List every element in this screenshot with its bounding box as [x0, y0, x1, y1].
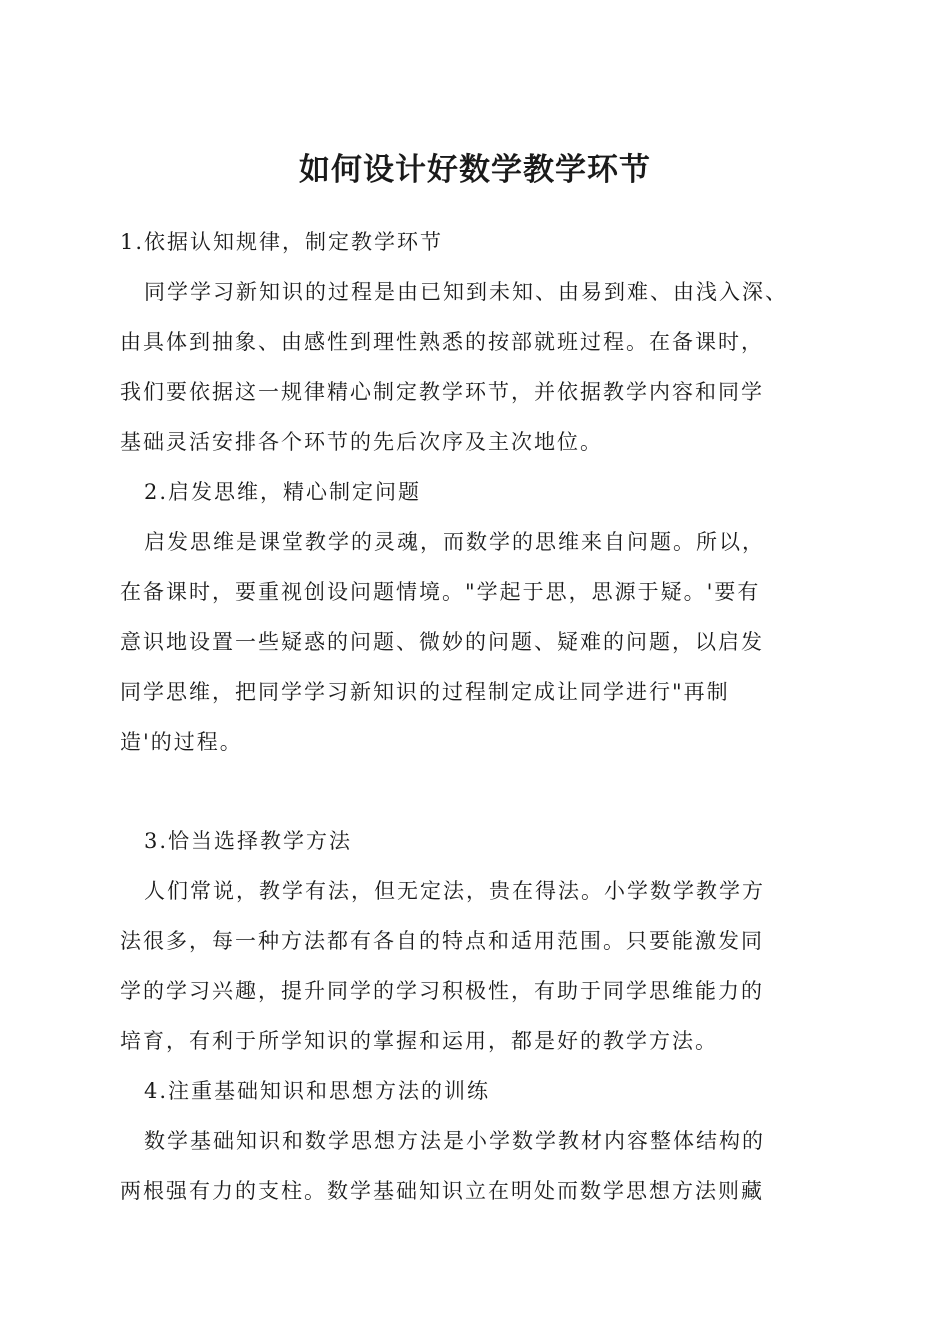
- paragraph-line: 培育，有利于所学知识的掌握和运用，都是好的教学方法。: [120, 1029, 718, 1053]
- paragraph-line: 法很多，每一种方法都有各自的特点和适用范围。只要能激发同: [120, 929, 764, 953]
- section-heading-3: 3.恰当选择教学方法: [144, 829, 353, 853]
- paragraph-line: 在备课时，要重视创设问题情境。"学起于思，思源于疑。'要有: [120, 580, 761, 604]
- paragraph-line: 由具体到抽象、由感性到理性熟悉的按部就班过程。在备课时，: [120, 330, 764, 354]
- paragraph-line: 造'的过程。: [120, 730, 243, 754]
- section-heading-4: 4.注重基础知识和思想方法的训练: [144, 1079, 491, 1103]
- paragraph-line: 基础灵活安排各个环节的先后次序及主次地位。: [120, 430, 603, 454]
- paragraph-line: 同学思维，把同学学习新知识的过程制定成让同学进行"再制: [120, 680, 730, 704]
- document-title: 如何设计好数学教学环节: [299, 152, 651, 188]
- section-heading-2: 2.启发思维，精心制定问题: [144, 480, 422, 504]
- section-heading-1: 1.依据认知规律，制定教学环节: [120, 230, 444, 254]
- paragraph-line: 两根强有力的支柱。数学基础知识立在明处而数学思想方法则藏: [120, 1179, 764, 1203]
- paragraph-line: 意识地设置一些疑惑的问题、微妙的问题、疑难的问题，以启发: [120, 630, 764, 654]
- paragraph-line: 同学学习新知识的过程是由已知到未知、由易到难、由浅入深、: [144, 280, 788, 304]
- paragraph-line: 学的学习兴趣，提升同学的学习积极性，有助于同学思维能力的: [120, 979, 764, 1003]
- paragraph-line: 我们要依据这一规律精心制定教学环节，并依据教学内容和同学: [120, 380, 764, 404]
- paragraph-line: 数学基础知识和数学思想方法是小学数学教材内容整体结构的: [144, 1129, 765, 1153]
- paragraph-line: 人们常说，教学有法，但无定法，贵在得法。小学数学教学方: [144, 879, 765, 903]
- paragraph-line: 启发思维是课堂教学的灵魂，而数学的思维来自问题。所以，: [144, 530, 765, 554]
